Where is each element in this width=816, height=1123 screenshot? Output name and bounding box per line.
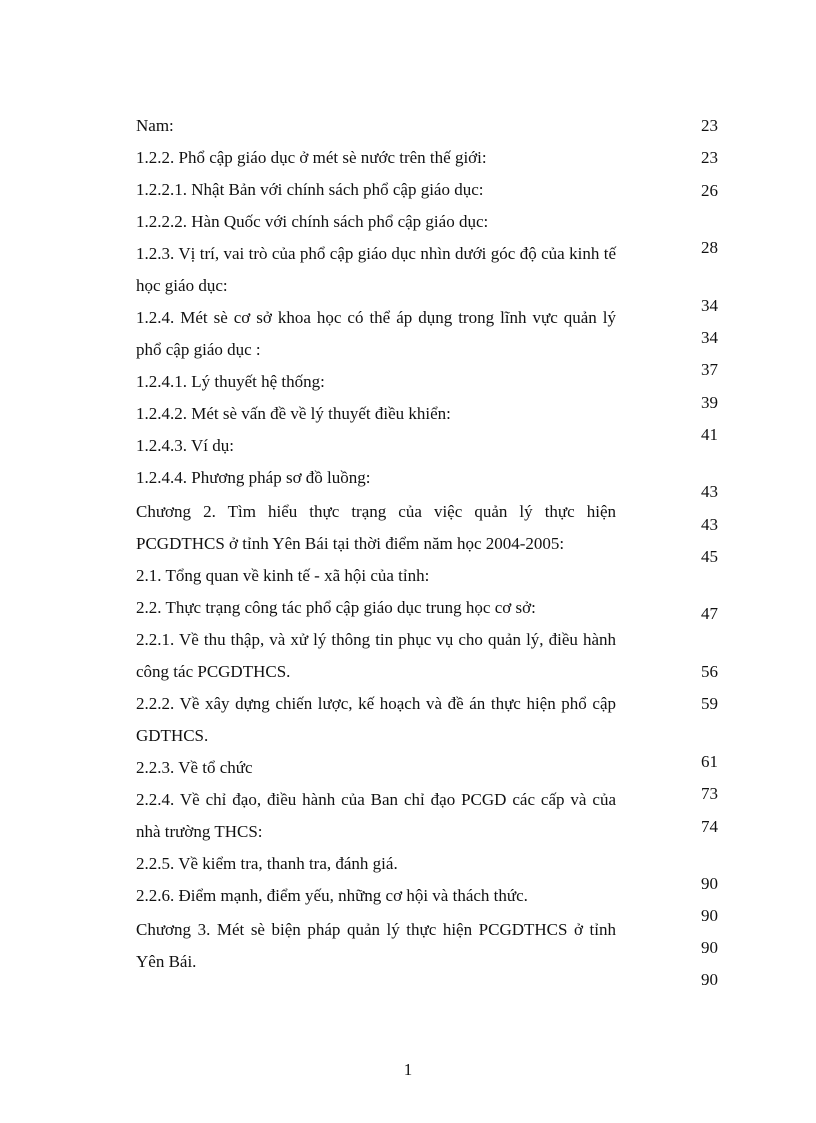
toc-entry: 2.2.2. Về xây dựng chiến lược, kế hoạch và đề án thực hiện phổ cập GDTHCS. [136,694,616,745]
toc-entry: 1.2.2.1. Nhật Bản với chính sách phổ cập giáo dục: [136,180,484,199]
toc-page-number: 45 [701,547,718,566]
toc-entry: 1.2.3. Vị trí, vai trò của phổ cập giáo dục nhìn dưới góc độ của kinh tế học giáo dục: [136,244,616,295]
toc-entry: 1.2.4.1. Lý thuyết hệ thống: [136,372,325,391]
toc-page-number: 34 [701,296,718,315]
toc-entry: 1.2.2.2. Hàn Quốc với chính sách phổ cập giáo dục: [136,212,489,231]
toc-entry: 1.2.4.3. Ví dụ: [136,436,234,455]
toc-page-number: 90 [701,970,718,989]
toc-page-number: 74 [701,817,718,836]
toc-page-number: 56 [701,662,718,681]
toc-entry: 1.2.2. Phổ cập giáo dục ở mét sè nước trên thế giới: [136,148,487,167]
toc-page-number: 39 [701,393,718,412]
toc-entry: 1.2.4.4. Phương pháp sơ đồ luồng: [136,468,371,487]
toc-entry: 2.1. Tổng quan về kinh tế - xã hội của tỉnh: [136,566,430,585]
toc-page-number: 41 [701,425,718,444]
toc-entry: 2.2.3. Về tổ chức [136,758,253,777]
toc-entry: Nam: [136,116,174,135]
toc-page-number: 37 [701,360,718,379]
toc-entry: 1.2.4.2. Mét sè vấn đề về lý thuyết điều khiển: [136,404,451,423]
toc-page-number: 90 [701,906,718,925]
toc-entry: 2.2.6. Điểm mạnh, điểm yếu, những cơ hội và thách thức. [136,886,528,905]
toc-page-number: 26 [701,181,718,200]
toc-entry: Chương 3. Mét sè biện pháp quản lý thực hiện PCGDTHCS ở tỉnh Yên Bái. [136,920,616,971]
toc-entry: Chương 2. Tìm hiểu thực trạng của việc quản lý thực hiện PCGDTHCS ở tỉnh Yên Bái tại thời điểm năm học 2004-2005: [136,502,616,553]
toc-page-number: 90 [701,938,718,957]
toc-page-number: 47 [701,604,718,623]
toc-page-number: 43 [701,482,718,501]
toc-entry: 2.2.5. Về kiểm tra, thanh tra, đánh giá. [136,854,398,873]
toc-entry: 2.2. Thực trạng công tác phổ cập giáo dục trung học cơ sở: [136,598,536,617]
toc-entry: 2.2.4. Về chỉ đạo, điều hành của Ban chỉ đạo PCGD các cấp và của nhà trường THCS: [136,790,616,841]
toc-page-number: 23 [701,148,718,167]
footer-page-number: 1 [403,1060,413,1079]
toc-page-number: 73 [701,784,718,803]
toc-page-number: 34 [701,328,718,347]
toc-page-number: 59 [701,694,718,713]
toc-page-number: 90 [701,874,718,893]
toc-page-number: 43 [701,515,718,534]
toc-page-number: 23 [701,116,718,135]
toc-page-number: 61 [701,752,718,771]
toc-entry: 2.2.1. Về thu thập, và xử lý thông tin phục vụ cho quản lý, điều hành công tác PCGDTHCS. [136,630,616,681]
toc-entry: 1.2.4. Mét sè cơ sở khoa học có thể áp dụng trong lĩnh vực quản lý phổ cập giáo dục : [136,308,616,359]
toc-page-number: 28 [701,238,718,257]
